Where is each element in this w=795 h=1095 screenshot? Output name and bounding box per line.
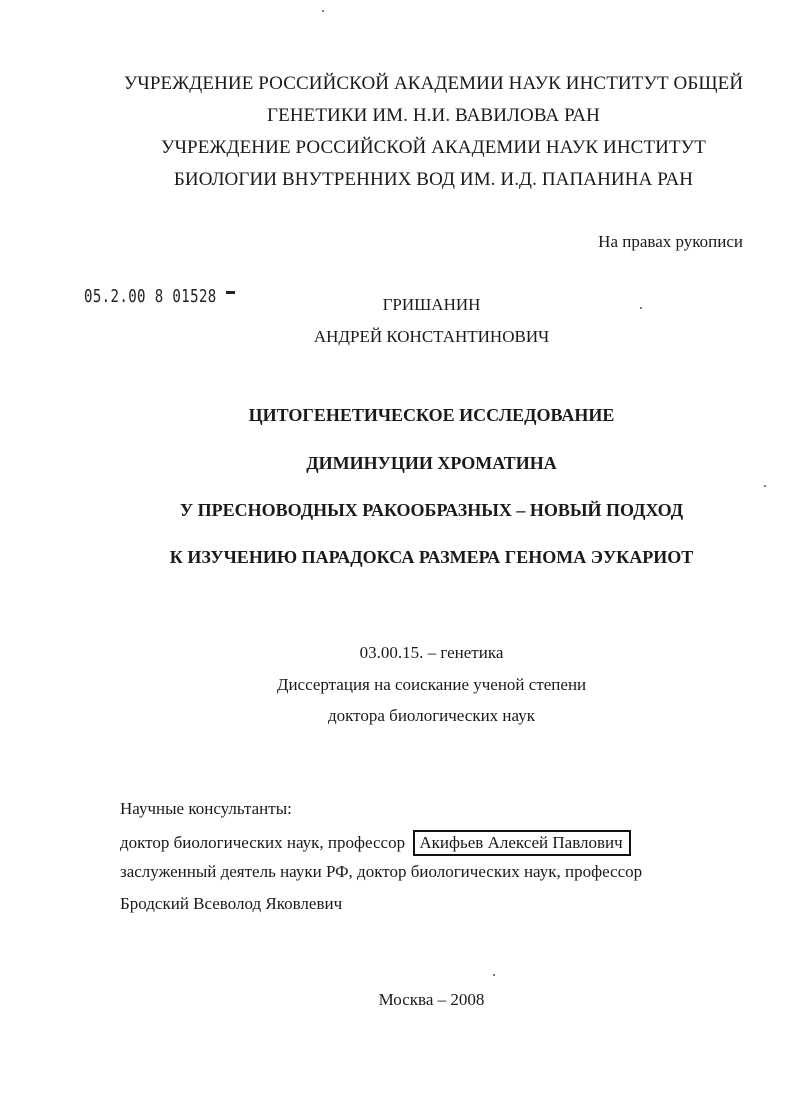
consultant-2-name: Бродский Всеволод Яковлевич xyxy=(120,894,343,913)
dissertation-line-2: доктора биологических наук xyxy=(328,706,535,725)
author-name: АНДРЕЙ КОНСТАНТИНОВИЧ xyxy=(313,327,550,346)
institution-line-2: ГЕНЕТИКИ ИМ. Н.И. ВАВИЛОВА РАН xyxy=(267,105,600,126)
institution-line-3: УЧРЕЖДЕНИЕ РОССИЙСКОЙ АКАДЕМИИ НАУК ИНСТИТУТ xyxy=(161,137,706,158)
title-line-1: ЦИТОГЕНЕТИЧЕСКОЕ ИССЛЕДОВАНИЕ xyxy=(248,405,615,425)
registration-stamp: 05.2.00 8 01528 xyxy=(84,286,217,307)
consultant-2-title: заслуженный деятель науки РФ, доктор биологических наук, профессор xyxy=(120,862,643,881)
consultant-1-name: Акифьев Алексей Павлович xyxy=(413,830,630,856)
title-line-4: К ИЗУЧЕНИЮ ПАРАДОКСА РАЗМЕРА ГЕНОМА ЭУКАРИОТ xyxy=(169,547,694,567)
manuscript-note: На правах рукописи xyxy=(598,232,743,251)
scan-speck xyxy=(322,10,324,12)
institution-line-1: УЧРЕЖДЕНИЕ РОССИЙСКОЙ АКАДЕМИИ НАУК ИНСТИТУТ ОБЩЕЙ xyxy=(123,73,744,94)
author-surname: ГРИШАНИН xyxy=(382,295,481,314)
specialty: 03.00.15. – генетика xyxy=(359,643,504,662)
consultant-1-row xyxy=(120,833,631,853)
title-line-3: У ПРЕСНОВОДНЫХ РАКООБРАЗНЫХ – НОВЫЙ ПОДХОД xyxy=(179,500,684,520)
scan-speck xyxy=(640,307,642,309)
consultant-1-title: доктор биологических наук, профессор xyxy=(120,833,406,852)
scan-speck xyxy=(493,974,495,976)
scan-speck xyxy=(764,485,766,487)
stamp-dash xyxy=(226,291,235,294)
consultants-heading: Научные консультанты: xyxy=(120,799,292,818)
dissertation-line-1: Диссертация на соискание ученой степени xyxy=(276,675,587,694)
title-line-2: ДИМИНУЦИИ ХРОМАТИНА xyxy=(306,453,557,473)
place-year: Москва – 2008 xyxy=(378,990,485,1009)
institution-line-4: БИОЛОГИИ ВНУТРЕННИХ ВОД ИМ. И.Д. ПАПАНИНА РАН xyxy=(173,169,694,190)
